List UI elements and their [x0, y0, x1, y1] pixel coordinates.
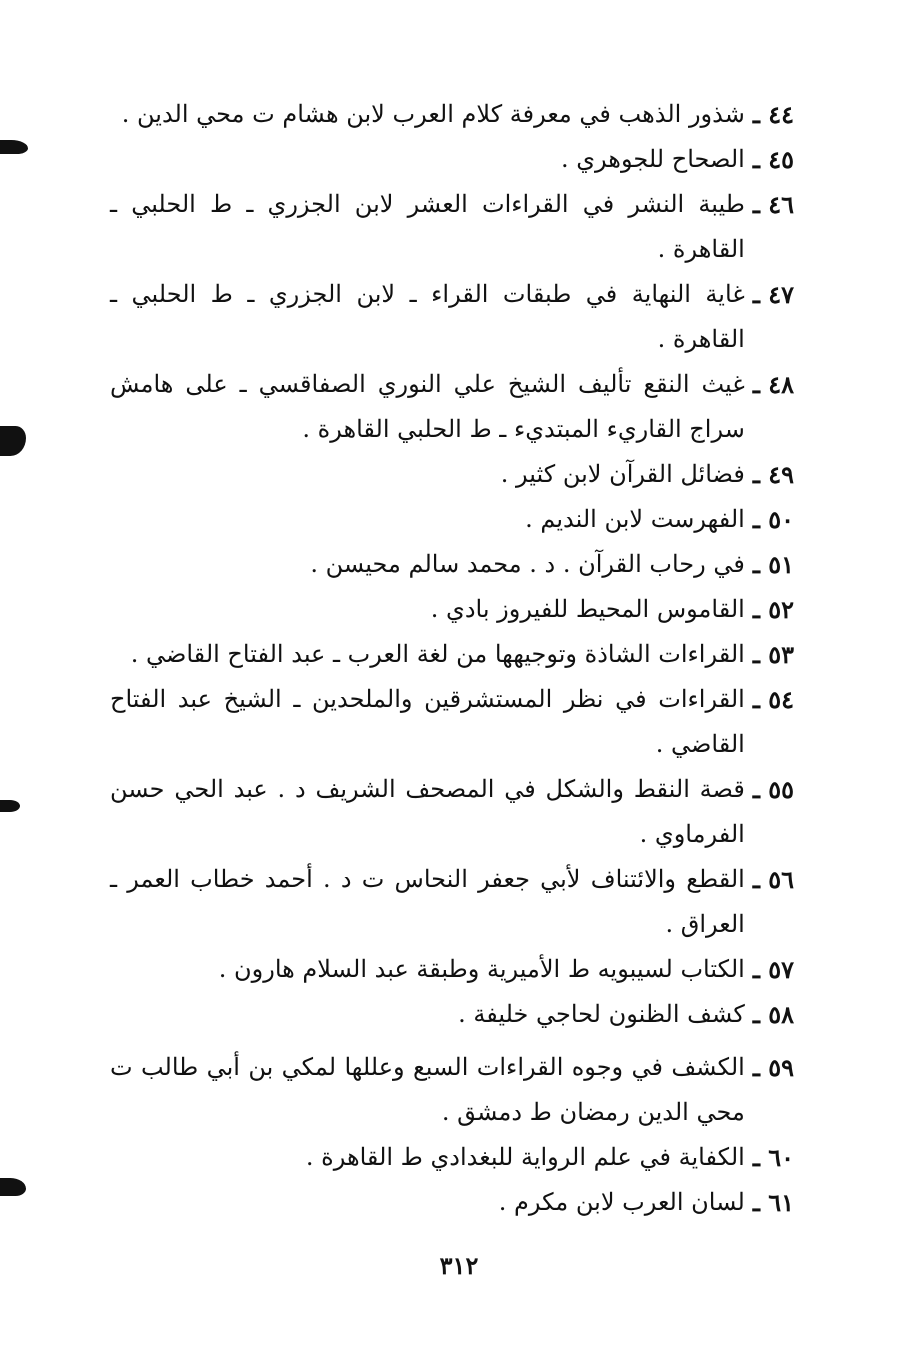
bibliography-entry	[110, 362, 794, 452]
bibliography-list	[110, 92, 794, 1225]
entry-number: ٥٤ ـ	[752, 685, 794, 714]
bibliography-entry	[110, 632, 794, 677]
entry-number: ٤٥ ـ	[752, 145, 794, 174]
entry-text: لسان العرب لابن مكرم .	[498, 1188, 745, 1216]
binding-mark	[0, 1178, 26, 1196]
bibliography-entry	[110, 1180, 794, 1225]
binding-mark	[0, 800, 20, 812]
entry-text: غيث النقع تأليف الشيخ علي النوري الصفاقسي ـ على هامش سراج القاريء المبتديء ـ ط الحلبي القاهرة .	[110, 370, 745, 443]
entry-text: القاموس المحيط للفيروز بادي .	[430, 595, 745, 623]
entry-text: الكتاب لسيبويه ط الأميرية وطبقة عبد السلام هارون .	[218, 955, 745, 983]
entry-text: الصحاح للجوهري .	[561, 145, 745, 173]
bibliography-entry	[110, 767, 794, 857]
entry-text: غاية النهاية في طبقات القراء ـ لابن الجزري ـ ط الحلبي ـ القاهرة .	[110, 280, 745, 353]
entry-number: ٥٥ ـ	[752, 775, 794, 804]
entry-number: ٤٧ ـ	[752, 280, 794, 309]
binding-mark	[0, 426, 26, 456]
entry-text: طيبة النشر في القراءات العشر لابن الجزري ـ ط الحلبي ـ القاهرة .	[110, 190, 745, 263]
entry-text: قصة النقط والشكل في المصحف الشريف د . عبد الحي حسن الفرماوي .	[110, 775, 745, 848]
entry-text: فضائل القرآن لابن كثير .	[500, 460, 745, 488]
entry-number: ٥٩ ـ	[752, 1053, 794, 1082]
entry-number: ٥٢ ـ	[752, 595, 794, 624]
bibliography-entry	[110, 677, 794, 767]
entry-number: ٥٣ ـ	[752, 640, 794, 669]
entry-number: ٤٩ ـ	[752, 460, 794, 489]
entry-text: القراءات الشاذة وتوجيهها من لغة العرب ـ عبد الفتاح القاضي .	[130, 640, 745, 668]
entry-number: ٥٠ ـ	[752, 505, 794, 534]
binding-mark	[0, 140, 28, 154]
bibliography-entry	[110, 137, 794, 182]
entry-text: في رحاب القرآن . د . محمد سالم محيسن .	[310, 550, 745, 578]
entry-number: ٦٠ ـ	[752, 1143, 794, 1172]
entry-number: ٤٨ ـ	[752, 370, 794, 399]
bibliography-entry	[110, 92, 794, 137]
bibliography-entry	[110, 857, 794, 947]
bibliography-entry	[110, 497, 794, 542]
entry-number: ٥٨ ـ	[752, 1000, 794, 1029]
entry-number: ٦١ ـ	[752, 1188, 794, 1217]
entry-number: ٤٤ ـ	[752, 100, 794, 129]
bibliography-entry	[110, 452, 794, 497]
entry-text: القطع والائتناف لأبي جعفر النحاس ت د . أحمد خطاب العمر ـ العراق .	[110, 865, 745, 938]
entry-text: الفهرست لابن النديم .	[525, 505, 745, 533]
bibliography-entry	[110, 272, 794, 362]
entry-text: الكفاية في علم الرواية للبغدادي ط القاهرة .	[305, 1143, 745, 1171]
bibliography-entry	[110, 947, 794, 992]
entry-number: ٤٦ ـ	[752, 190, 794, 219]
bibliography-entry	[110, 587, 794, 632]
bibliography-entry	[110, 992, 794, 1037]
page-number: ٣١٢	[439, 1251, 479, 1280]
bibliography-entry	[110, 542, 794, 587]
entry-text: كشف الظنون لحاجي خليفة .	[458, 1000, 745, 1028]
entry-text: القراءات في نظر المستشرقين والملحدين ـ الشيخ عبد الفتاح القاضي .	[110, 685, 745, 758]
entry-number: ٥١ ـ	[752, 550, 794, 579]
bibliography-entry	[110, 182, 794, 272]
bibliography-entry	[110, 1135, 794, 1180]
entry-text: الكشف في وجوه القراءات السبع وعللها لمكي بن أبي طالب ت محي الدين رمضان ط دمشق .	[110, 1053, 745, 1126]
entry-number: ٥٦ ـ	[752, 865, 794, 894]
entry-text: شذور الذهب في معرفة كلام العرب لابن هشام ت محي الدين .	[121, 100, 745, 128]
entry-number: ٥٧ ـ	[752, 955, 794, 984]
bibliography-entry	[110, 1045, 794, 1135]
